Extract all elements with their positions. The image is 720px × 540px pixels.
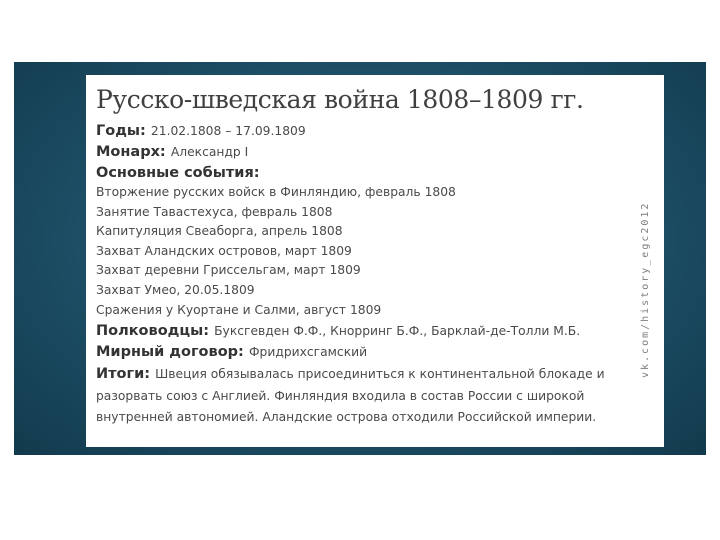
monarch-value: Александр I <box>170 145 249 159</box>
years-row <box>96 120 652 141</box>
results-value: Швеция обязывалась присоединиться к континентальной блокаде и разорвать союз с Англией. Финляндия входила в состав России с широкой внутренней автономией. Аландские острова отходили Российской империи. <box>96 367 605 425</box>
slide-title: Русско-шведская война 1808–1809 гг. <box>96 85 584 114</box>
event-item: Вторжение русских войск в Финляндию, февраль 1808 <box>96 185 456 199</box>
years-label: Годы: <box>96 123 146 139</box>
monarch-label: Монарх: <box>96 144 166 160</box>
monarch-row <box>96 141 652 162</box>
events-row <box>96 162 652 183</box>
event-item: Захват Аландских островов, март 1809 <box>96 243 352 258</box>
commanders-label: Полководцы: <box>96 323 210 340</box>
commanders-value: Буксгевден Ф.Ф., Кнорринг Б.Ф., Барклай-де-Толли М.Б. <box>214 324 581 339</box>
event-item: Захват Умео, 20.05.1809 <box>96 282 255 297</box>
years-value: 21.02.1808 – 17.09.1809 <box>150 124 306 138</box>
treaty-value: Фридрихсгамский <box>248 345 368 360</box>
results-row <box>96 363 611 428</box>
event-item: Сражения у Куортане и Салми, август 1809 <box>96 302 382 317</box>
events-list <box>96 183 652 320</box>
events-label: Основные события: <box>96 165 260 181</box>
results-label: Итоги: <box>96 366 151 383</box>
event-item: Занятие Тавастехуса, февраль 1808 <box>96 204 333 219</box>
event-item: Капитуляция Свеаборга, апрель 1808 <box>96 224 343 239</box>
content-card <box>86 75 664 447</box>
treaty-row <box>96 341 652 362</box>
event-item: Захват деревни Гриссельгам, март 1809 <box>96 263 361 278</box>
treaty-label: Мирный договор: <box>96 344 244 361</box>
commanders-row <box>96 320 652 341</box>
watermark-text: vk.com/history_egc2012 <box>640 201 651 378</box>
